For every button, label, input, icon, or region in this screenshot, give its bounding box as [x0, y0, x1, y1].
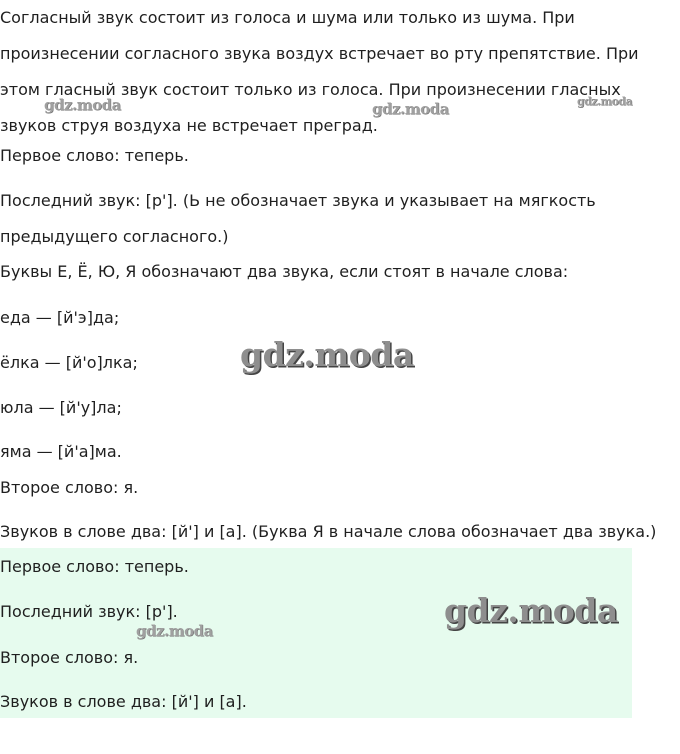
answer-line-4: Звуков в слове два: [й'] и [а].	[0, 692, 247, 711]
solution-line-2: произнесении согласного звука воздух встречает во рту препятствие. При	[0, 44, 639, 63]
solution-line-9: еда — [й'э]да;	[0, 308, 120, 327]
solution-line-1: Согласный звук состоит из голоса и шума или только из шума. При	[0, 8, 575, 27]
solution-line-12: яма — [й'а]ма.	[0, 442, 122, 461]
solution-line-13: Второе слово: я.	[0, 478, 139, 497]
solution-line-10: ёлка — [й'о]лка;	[0, 353, 138, 372]
watermark-4: gdz.moda	[240, 335, 414, 374]
watermark-3: gdz.moda	[577, 95, 633, 108]
watermark-2: gdz.moda	[372, 100, 449, 118]
solution-line-4: звуков струя воздуха не встречает преград.	[0, 116, 378, 135]
watermark-1: gdz.moda	[44, 96, 121, 114]
solution-line-8: Буквы Е, Ё, Ю, Я обозначают два звука, если стоят в начале слова:	[0, 262, 569, 281]
watermark-5: gdz.moda	[444, 591, 618, 630]
answer-line-1: Первое слово: теперь.	[0, 557, 189, 576]
solution-line-11: юла — [й'у]ла;	[0, 398, 122, 417]
answer-line-3: Второе слово: я.	[0, 648, 139, 667]
watermark-6: gdz.moda	[136, 622, 213, 640]
solution-line-6: Последний звук: [р']. (Ь не обозначает звука и указывает на мягкость	[0, 191, 596, 210]
solution-line-14: Звуков в слове два: [й'] и [а]. (Буква Я в начале слова обозначает два звука.)	[0, 522, 657, 541]
solution-line-5: Первое слово: теперь.	[0, 146, 189, 165]
answer-line-2: Последний звук: [р'].	[0, 602, 178, 621]
solution-line-3: этом гласный звук состоит только из голоса. При произнесении гласных	[0, 80, 621, 99]
solution-line-7: предыдущего согласного.)	[0, 227, 229, 246]
